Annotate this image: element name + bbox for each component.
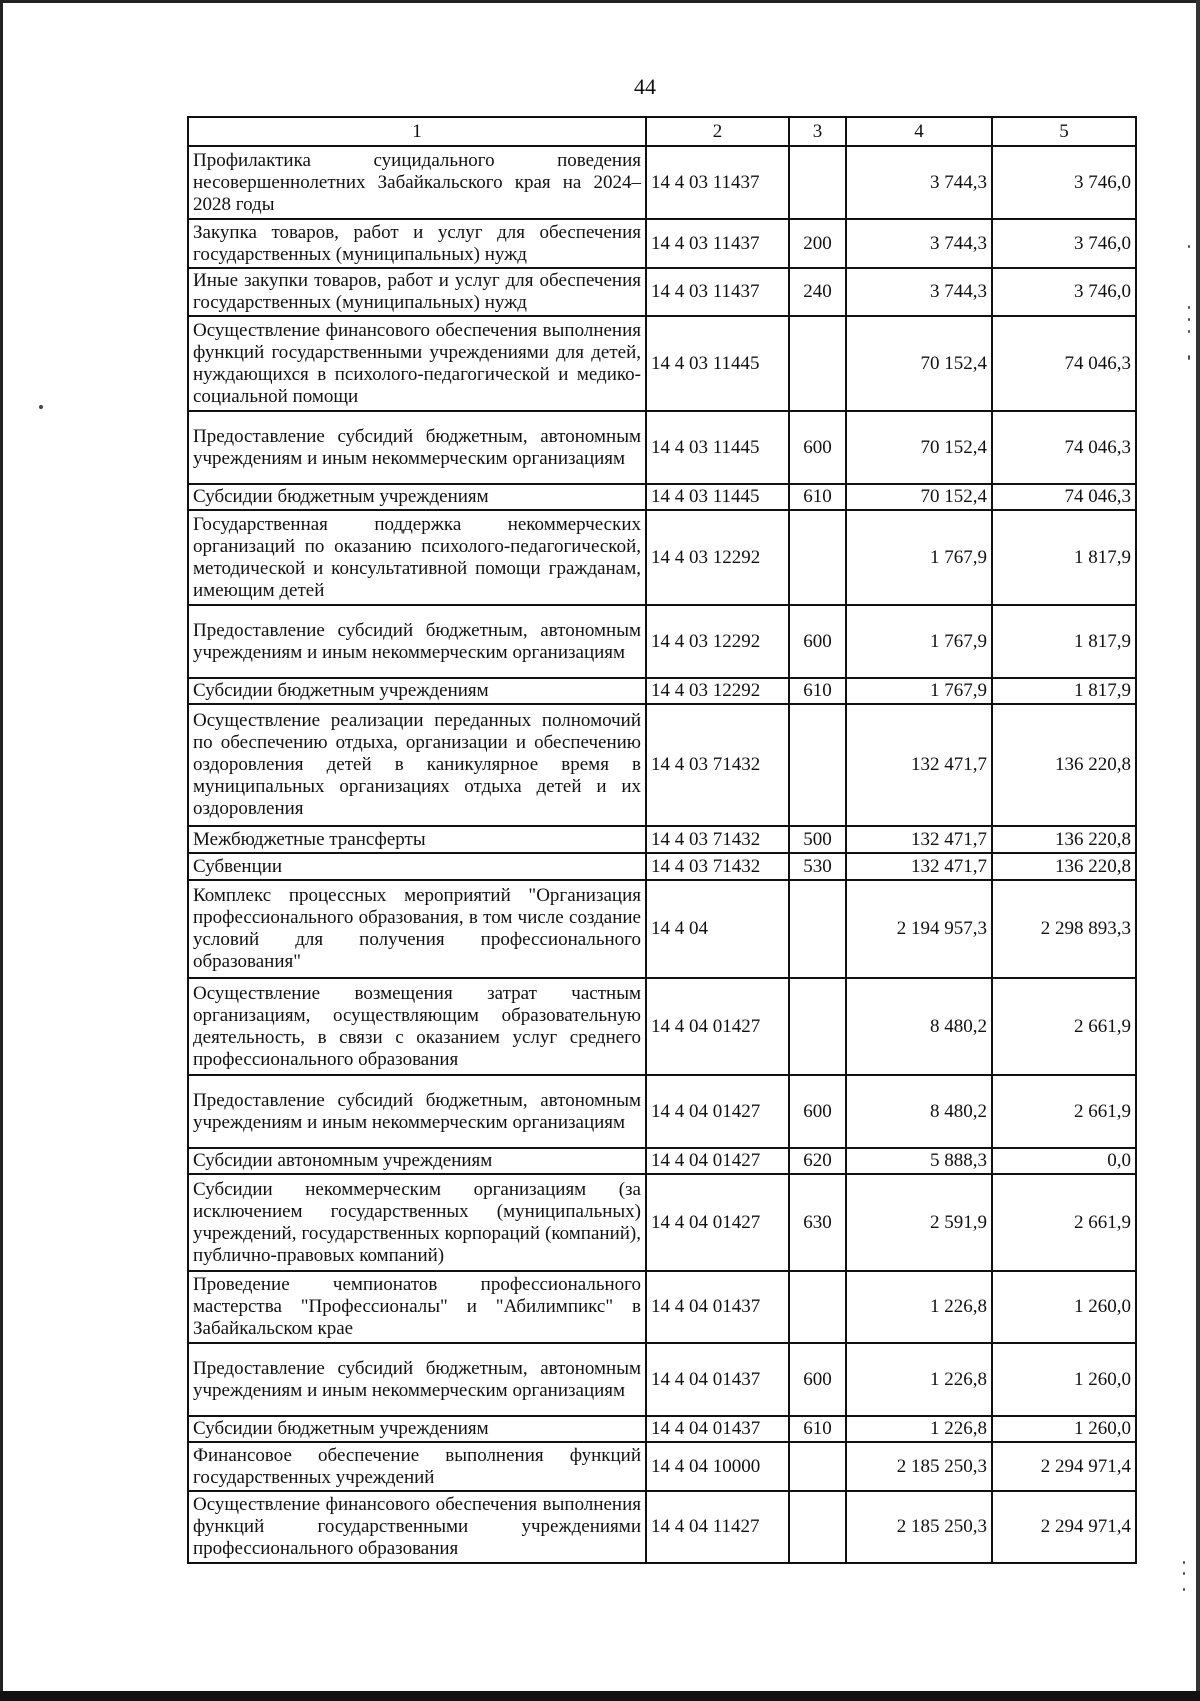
- table-row: [188, 1343, 1136, 1416]
- row-amount-col4-cell: 1 767,9: [846, 510, 992, 605]
- row-name-cell: Субсидии бюджетным учреждениям: [188, 484, 646, 510]
- row-amount-col5-cell: 1 260,0: [992, 1271, 1136, 1343]
- row-amount-col4-cell: 5 888,3: [846, 1148, 992, 1174]
- row-amount-col5-cell: 2 661,9: [992, 1174, 1136, 1271]
- table-row: [188, 678, 1136, 704]
- table-row: [188, 1075, 1136, 1148]
- row-name-cell: Межбюджетные трансферты: [188, 826, 646, 853]
- row-amount-col5-cell: 2 661,9: [992, 1075, 1136, 1148]
- row-amount-col5-cell: 136 220,8: [992, 826, 1136, 853]
- table-row: [188, 1271, 1136, 1343]
- row-amount-col5-cell: 3 746,0: [992, 268, 1136, 316]
- row-code-cell: 14 4 04 01427: [646, 1148, 789, 1174]
- row-code-cell: 14 4 04 01427: [646, 1075, 789, 1148]
- scan-speck: [1188, 245, 1190, 248]
- row-name-cell: Субсидии бюджетным учреждениям: [188, 1416, 646, 1442]
- table-row: [188, 411, 1136, 484]
- scan-speck: [1188, 318, 1190, 321]
- table-header-row: [188, 117, 1136, 146]
- row-expense-type-cell: 600: [789, 605, 846, 678]
- row-amount-col4-cell: 132 471,7: [846, 704, 992, 826]
- row-name-cell: Осуществление финансового обеспечения выполнения функций государственными учреждениями профессионального образования: [188, 1491, 646, 1563]
- table-row: [188, 1442, 1136, 1491]
- row-amount-col4-cell: 2 185 250,3: [846, 1442, 992, 1491]
- scan-speck: [1188, 306, 1190, 309]
- row-expense-type-cell: 610: [789, 678, 846, 704]
- row-expense-type-cell: 500: [789, 826, 846, 853]
- scan-speck: [1188, 330, 1190, 333]
- row-amount-col5-cell: 3 746,0: [992, 219, 1136, 268]
- table-row: [188, 826, 1136, 853]
- table-row: [188, 219, 1136, 268]
- row-amount-col4-cell: 2 185 250,3: [846, 1491, 992, 1563]
- row-name-cell: Субсидии бюджетным учреждениям: [188, 678, 646, 704]
- row-amount-col4-cell: 1 226,8: [846, 1343, 992, 1416]
- row-expense-type-cell: 530: [789, 853, 846, 880]
- row-name-cell: Проведение чемпионатов профессионального мастерства "Профессионалы" и "Абилимпикс" в Забайкальском крае: [188, 1271, 646, 1343]
- row-expense-type-cell: 200: [789, 219, 846, 268]
- row-expense-type-cell: 600: [789, 1343, 846, 1416]
- row-amount-col4-cell: 2 194 957,3: [846, 880, 992, 978]
- row-code-cell: 14 4 04 01427: [646, 1174, 789, 1271]
- row-expense-type-cell: 620: [789, 1148, 846, 1174]
- row-name-cell: Осуществление финансового обеспечения выполнения функций государственными учреждениями для детей, нуждающихся в психолого-педагогической и медико-социальной помощи: [188, 316, 646, 411]
- row-amount-col5-cell: 3 746,0: [992, 146, 1136, 219]
- row-amount-col4-cell: 1 226,8: [846, 1416, 992, 1442]
- row-expense-type-cell: [789, 316, 846, 411]
- table-row: [188, 268, 1136, 316]
- row-amount-col4-cell: 70 152,4: [846, 484, 992, 510]
- row-amount-col5-cell: 74 046,3: [992, 484, 1136, 510]
- row-amount-col4-cell: 3 744,3: [846, 219, 992, 268]
- row-code-cell: 14 4 03 71432: [646, 704, 789, 826]
- row-code-cell: 14 4 04 11427: [646, 1491, 789, 1563]
- row-amount-col5-cell: 136 220,8: [992, 704, 1136, 826]
- row-amount-col4-cell: 132 471,7: [846, 826, 992, 853]
- row-code-cell: 14 4 03 11445: [646, 411, 789, 484]
- row-amount-col4-cell: 1 226,8: [846, 1271, 992, 1343]
- row-amount-col4-cell: 1 767,9: [846, 678, 992, 704]
- row-amount-col4-cell: 8 480,2: [846, 978, 992, 1075]
- row-amount-col5-cell: 1 260,0: [992, 1416, 1136, 1442]
- row-amount-col5-cell: 74 046,3: [992, 316, 1136, 411]
- row-expense-type-cell: 630: [789, 1174, 846, 1271]
- row-amount-col5-cell: 2 294 971,4: [992, 1491, 1136, 1563]
- row-name-cell: Предоставление субсидий бюджетным, автономным учреждениям и иным некоммерческим организациям: [188, 605, 646, 678]
- column-header-1: 1: [188, 117, 646, 146]
- table-row: [188, 605, 1136, 678]
- row-amount-col4-cell: 132 471,7: [846, 853, 992, 880]
- row-amount-col5-cell: 2 298 893,3: [992, 880, 1136, 978]
- row-name-cell: Осуществление возмещения затрат частным организациям, осуществляющим образовательную деятельность, в связи с оказанием услуг среднего профессионального образования: [188, 978, 646, 1075]
- row-name-cell: Субсидии некоммерческим организациям (за исключением государственных (муниципальных) учреждений, государственных корпораций (компаний), публично-правовых компаний): [188, 1174, 646, 1271]
- table-row: [188, 704, 1136, 826]
- budget-table: [187, 116, 1137, 1564]
- row-expense-type-cell: [789, 1271, 846, 1343]
- row-amount-col4-cell: 2 591,9: [846, 1174, 992, 1271]
- row-name-cell: Комплекс процессных мероприятий "Организация профессионального образования, в том числе создание условий для получения профессионального образования": [188, 880, 646, 978]
- row-name-cell: Государственная поддержка некоммерческих организаций по оказанию психолого-педагогической, методической и консультативной помощи гражданам, имеющим детей: [188, 510, 646, 605]
- row-name-cell: Субсидии автономным учреждениям: [188, 1148, 646, 1174]
- scan-speck: [39, 405, 43, 409]
- scan-speck: [1183, 1588, 1185, 1591]
- scan-border-left: [0, 0, 3, 1701]
- row-amount-col5-cell: 2 661,9: [992, 978, 1136, 1075]
- row-expense-type-cell: 600: [789, 1075, 846, 1148]
- row-amount-col4-cell: 3 744,3: [846, 268, 992, 316]
- row-expense-type-cell: 610: [789, 484, 846, 510]
- table-row: [188, 1491, 1136, 1563]
- row-code-cell: 14 4 04 01427: [646, 978, 789, 1075]
- table-row: [188, 978, 1136, 1075]
- row-amount-col5-cell: 1 817,9: [992, 678, 1136, 704]
- row-code-cell: 14 4 03 11437: [646, 219, 789, 268]
- row-name-cell: Предоставление субсидий бюджетным, автономным учреждениям и иным некоммерческим организациям: [188, 1075, 646, 1148]
- row-expense-type-cell: 610: [789, 1416, 846, 1442]
- table-row: [188, 880, 1136, 978]
- row-amount-col5-cell: 2 294 971,4: [992, 1442, 1136, 1491]
- row-expense-type-cell: [789, 146, 846, 219]
- row-amount-col4-cell: 70 152,4: [846, 411, 992, 484]
- row-code-cell: 14 4 03 71432: [646, 826, 789, 853]
- scan-speck: [1183, 1572, 1185, 1575]
- row-amount-col4-cell: 3 744,3: [846, 146, 992, 219]
- column-header-5: 5: [992, 117, 1136, 146]
- row-code-cell: 14 4 03 71432: [646, 853, 789, 880]
- row-name-cell: Предоставление субсидий бюджетным, автономным учреждениям и иным некоммерческим организациям: [188, 1343, 646, 1416]
- scan-border-right: [1196, 0, 1200, 1701]
- row-expense-type-cell: [789, 978, 846, 1075]
- row-code-cell: 14 4 03 12292: [646, 605, 789, 678]
- row-name-cell: Осуществление реализации переданных полномочий по обеспечению отдыха, организации и обеспечению оздоровления детей в каникулярное время в муниципальных организациях отдыха детей и их оздоровления: [188, 704, 646, 826]
- row-expense-type-cell: [789, 704, 846, 826]
- row-name-cell: Профилактика суицидального поведения несовершеннолетних Забайкальского края на 2024–2028 годы: [188, 146, 646, 219]
- row-amount-col4-cell: 70 152,4: [846, 316, 992, 411]
- column-header-3: 3: [789, 117, 846, 146]
- row-name-cell: Закупка товаров, работ и услуг для обеспечения государственных (муниципальных) нужд: [188, 219, 646, 268]
- row-amount-col5-cell: 1 260,0: [992, 1343, 1136, 1416]
- column-header-2: 2: [646, 117, 789, 146]
- scan-speck: [1183, 1561, 1185, 1564]
- row-expense-type-cell: [789, 1442, 846, 1491]
- table-row: [188, 1174, 1136, 1271]
- table-row: [188, 316, 1136, 411]
- table-body: [188, 146, 1136, 1563]
- row-name-cell: Предоставление субсидий бюджетным, автономным учреждениям и иным некоммерческим организациям: [188, 411, 646, 484]
- row-amount-col5-cell: 74 046,3: [992, 411, 1136, 484]
- table-row: [188, 484, 1136, 510]
- row-code-cell: 14 4 04 01437: [646, 1343, 789, 1416]
- row-amount-col4-cell: 1 767,9: [846, 605, 992, 678]
- scan-speck: [1188, 355, 1190, 360]
- table-row: [188, 853, 1136, 880]
- row-amount-col5-cell: 1 817,9: [992, 605, 1136, 678]
- column-header-4: 4: [846, 117, 992, 146]
- row-code-cell: 14 4 03 11445: [646, 484, 789, 510]
- table-row: [188, 1416, 1136, 1442]
- row-name-cell: Финансовое обеспечение выполнения функций государственных учреждений: [188, 1442, 646, 1491]
- row-expense-type-cell: 240: [789, 268, 846, 316]
- row-name-cell: Субвенции: [188, 853, 646, 880]
- row-amount-col4-cell: 8 480,2: [846, 1075, 992, 1148]
- row-amount-col5-cell: 136 220,8: [992, 853, 1136, 880]
- row-code-cell: 14 4 03 12292: [646, 678, 789, 704]
- row-code-cell: 14 4 03 11437: [646, 268, 789, 316]
- row-expense-type-cell: [789, 880, 846, 978]
- row-name-cell: Иные закупки товаров, работ и услуг для обеспечения государственных (муниципальных) нужд: [188, 268, 646, 316]
- table-row: [188, 146, 1136, 219]
- row-code-cell: 14 4 04 01437: [646, 1416, 789, 1442]
- row-code-cell: 14 4 04: [646, 880, 789, 978]
- scan-border-bottom: [0, 1691, 1200, 1701]
- row-amount-col5-cell: 1 817,9: [992, 510, 1136, 605]
- row-code-cell: 14 4 03 11445: [646, 316, 789, 411]
- row-expense-type-cell: [789, 510, 846, 605]
- scan-border-top: [0, 0, 1200, 3]
- table-row: [188, 510, 1136, 605]
- page-number: 44: [634, 74, 656, 99]
- table-row: [188, 1148, 1136, 1174]
- row-expense-type-cell: [789, 1491, 846, 1563]
- row-code-cell: 14 4 04 10000: [646, 1442, 789, 1491]
- row-expense-type-cell: 600: [789, 411, 846, 484]
- row-code-cell: 14 4 03 11437: [646, 146, 789, 219]
- row-code-cell: 14 4 04 01437: [646, 1271, 789, 1343]
- row-amount-col5-cell: 0,0: [992, 1148, 1136, 1174]
- row-code-cell: 14 4 03 12292: [646, 510, 789, 605]
